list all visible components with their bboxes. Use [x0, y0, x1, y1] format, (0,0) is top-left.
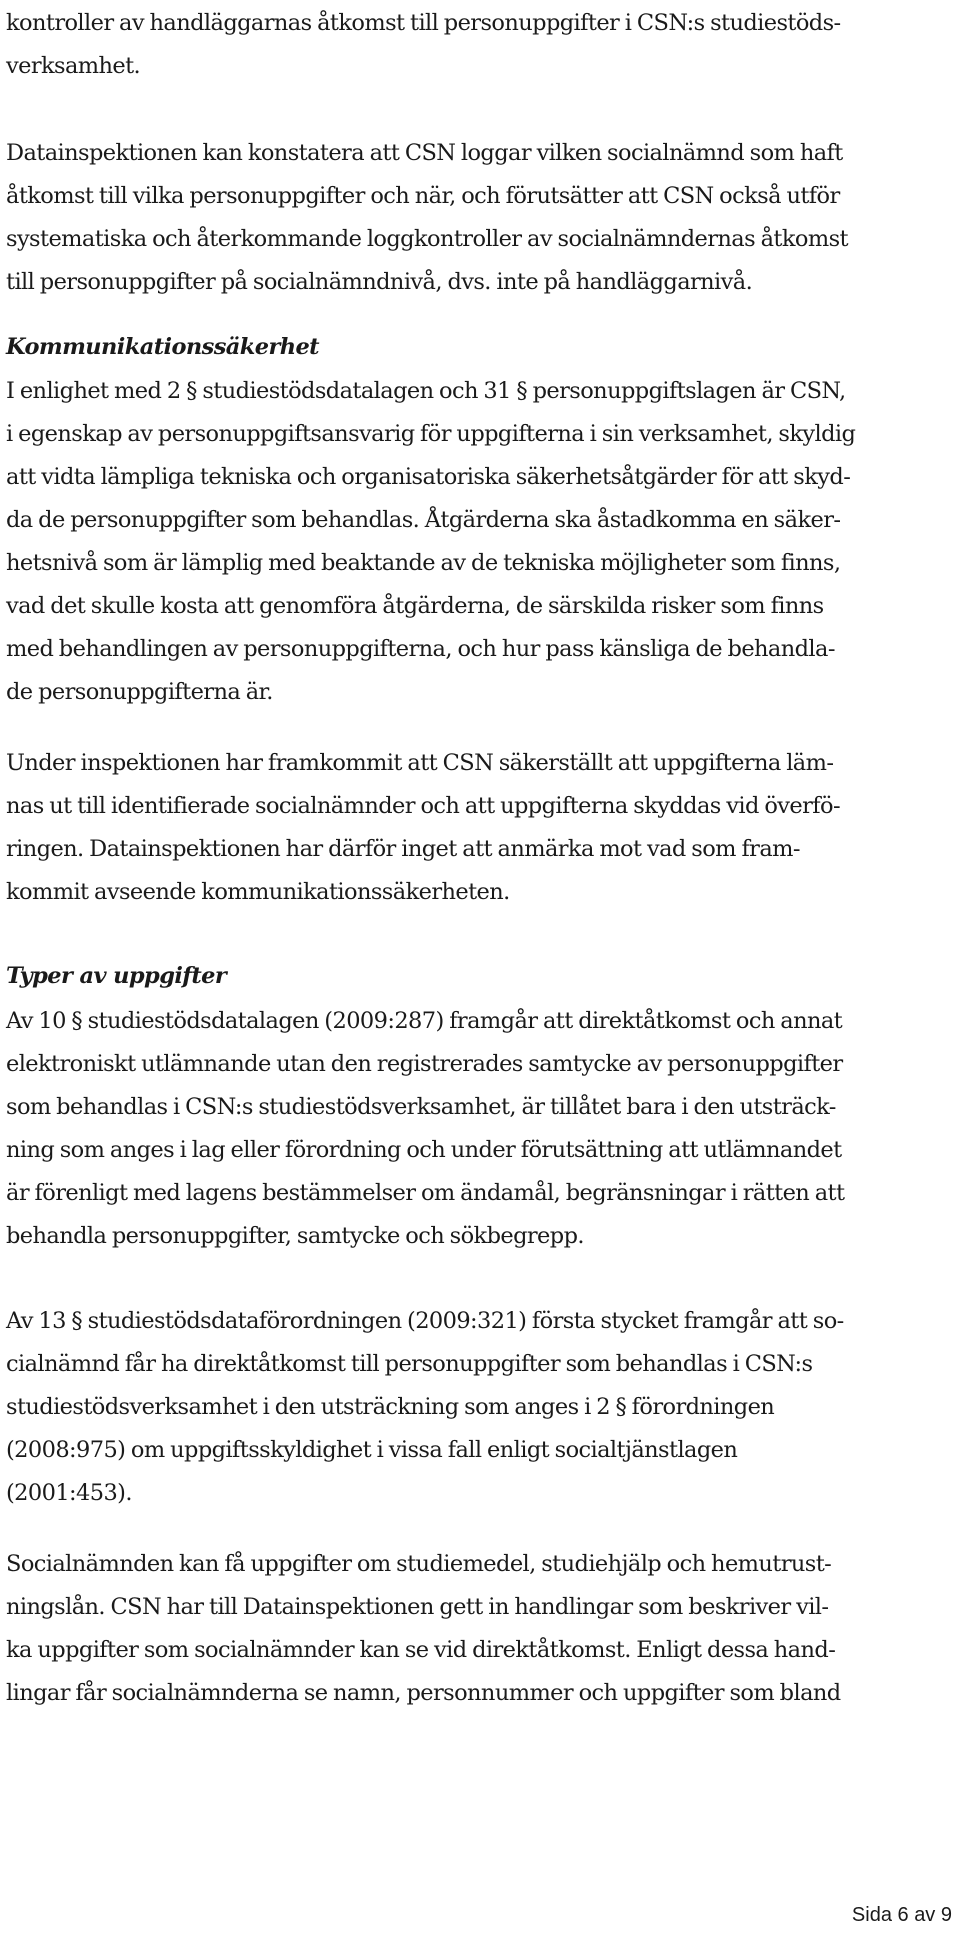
text-line: som behandlas i CSN:s studiestödsverksamhet, är tillåtet bara i den utsträck- [6, 1094, 836, 1120]
text-line: (2001:453). [6, 1480, 132, 1506]
text-line: ning som anges i lag eller förordning och under förutsättning att utlämnandet [6, 1137, 842, 1163]
text-line: Under inspektionen har framkommit att CSN säkerställt att uppgifterna läm- [6, 750, 834, 776]
paragraph-security-measures [6, 370, 956, 714]
text-line: ringen. Datainspektionen har därför inget att anmärka mot vad som fram- [6, 836, 800, 862]
text-line: verksamhet. [6, 53, 141, 79]
text-line: att vidta lämpliga tekniska och organisatoriska säkerhetsåtgärder för att skyd- [6, 464, 851, 490]
paragraph-direct-access-law [6, 1000, 956, 1258]
text-line: Av 13 § studiestödsdataförordningen (2009:321) första stycket framgår att so- [6, 1308, 844, 1334]
text-line: Datainspektionen kan konstatera att CSN loggar vilken socialnämnd som haft [6, 140, 843, 166]
text-line: de personuppgifterna är. [6, 679, 273, 705]
text-line: (2008:975) om uppgiftsskyldighet i vissa fall enligt socialtjänstlagen [6, 1437, 738, 1463]
paragraph-log-inspection [6, 132, 956, 304]
text-line: är förenligt med lagens bestämmelser om ändamål, begränsningar i rätten att [6, 1180, 845, 1206]
section-heading-data-types: Typer av uppgifter [6, 963, 227, 989]
text-line: åtkomst till vilka personuppgifter och när, och förutsätter att CSN också utför [6, 183, 840, 209]
text-line: Av 10 § studiestödsdatalagen (2009:287) framgår att direktåtkomst och annat [6, 1008, 843, 1034]
text-line: i egenskap av personuppgiftsansvarig för uppgifterna i sin verksamhet, skyldig [6, 421, 856, 447]
text-line: systematiska och återkommande loggkontroller av socialnämndernas åtkomst [6, 226, 848, 252]
text-line: Socialnämnden kan få uppgifter om studiemedel, studiehjälp och hemutrust- [6, 1551, 832, 1577]
paragraph-social-board-data [6, 1543, 956, 1715]
paragraph-ordinance [6, 1300, 956, 1515]
text-line: kommit avseende kommunikationssäkerheten. [6, 879, 510, 905]
text-line: vad det skulle kosta att genomföra åtgärderna, de särskilda risker som finns [6, 593, 824, 619]
text-line: behandla personuppgifter, samtycke och sökbegrepp. [6, 1223, 584, 1249]
text-line: nas ut till identifierade socialnämnder och att uppgifterna skyddas vid överfö- [6, 793, 840, 819]
text-line: elektroniskt utlämnande utan den registrerades samtycke av personuppgifter [6, 1051, 843, 1077]
text-line: da de personuppgifter som behandlas. Åtgärderna ska åstadkomma en säker- [6, 507, 841, 533]
text-line: studiestödsverksamhet i den utsträckning som anges i 2 § förordningen [6, 1394, 775, 1420]
text-line: kontroller av handläggarnas åtkomst till personuppgifter i CSN:s studiestöds- [6, 10, 841, 36]
text-line: ningslån. CSN har till Datainspektionen gett in handlingar som beskriver vil- [6, 1594, 829, 1620]
text-line: lingar får socialnämnderna se namn, personnummer och uppgifter som bland [6, 1680, 841, 1706]
text-line: hetsnivå som är lämplig med beaktande av de tekniska möjligheter som finns, [6, 550, 841, 576]
text-line: cialnämnd får ha direktåtkomst till personuppgifter som behandlas i CSN:s [6, 1351, 813, 1377]
paragraph-inspection-findings [6, 742, 956, 914]
text-line: ka uppgifter som socialnämnder kan se vid direktåtkomst. Enligt dessa hand- [6, 1637, 836, 1663]
section-heading-communication-security: Kommunikationssäkerhet [6, 334, 319, 360]
text-line: till personuppgifter på socialnämndnivå, dvs. inte på handläggarnivå. [6, 269, 753, 295]
paragraph-access-control [6, 2, 956, 88]
text-line: med behandlingen av personuppgifterna, och hur pass känsliga de behandla- [6, 636, 835, 662]
text-line: I enlighet med 2 § studiestödsdatalagen och 31 § personuppgiftslagen är CSN, [6, 378, 846, 404]
page-number: Sida 6 av 9 [851, 1904, 952, 1926]
